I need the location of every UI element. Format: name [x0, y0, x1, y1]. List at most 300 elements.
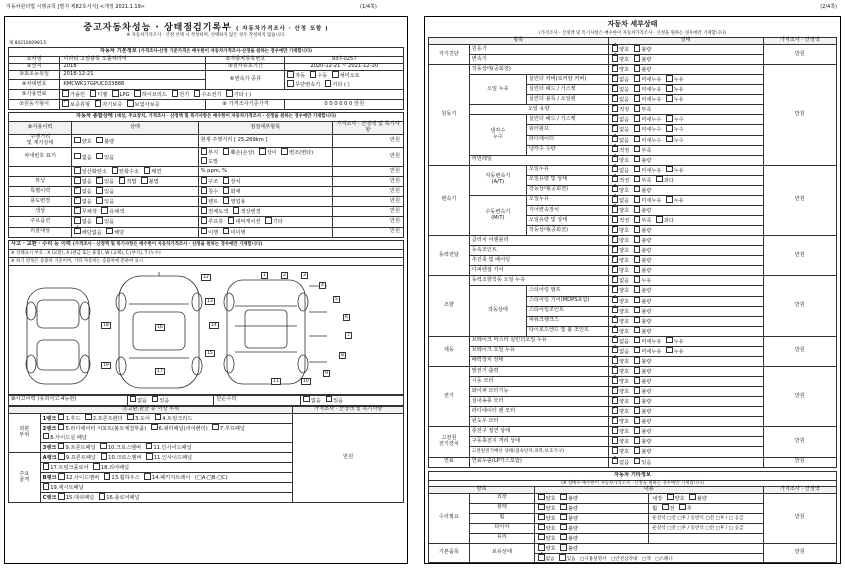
panel-roof[interactable]: 7.루프패널	[212, 424, 245, 433]
opt-bad[interactable]: 불량	[634, 427, 652, 436]
panel-inside-panel[interactable]: 11.인사이드패널	[146, 443, 192, 452]
opt-micro[interactable]: 미세누유	[634, 166, 662, 175]
rankB-items: B랭크 12.사이드멤버 13.휠하우스 14.패키지트레이 (□A·□B·□C)	[40, 473, 293, 483]
opt-bad[interactable]: 불량	[634, 317, 652, 326]
group-brake: 제동	[429, 336, 470, 366]
state-rocker-cover	[608, 75, 763, 85]
opt-micro[interactable]: 미세누유	[634, 95, 662, 104]
opt-vin-none[interactable]: 없음	[74, 153, 92, 162]
opt-insufficient[interactable]: 부족	[634, 216, 652, 225]
opt-none[interactable]: ✔없음	[538, 554, 554, 562]
opt-smoke[interactable]: 매연	[144, 167, 162, 176]
overall-col-4: 가격조사 · 산정액 및 특기사항	[332, 122, 403, 135]
overall-key-1: 차대번호 표기	[9, 148, 72, 167]
sub-mt-oil-leak: 오일누유	[526, 195, 608, 205]
panel-front-fender[interactable]: 2.프론트펜더	[85, 414, 123, 423]
trans-opt-cvt[interactable]: 무단변속기	[287, 80, 320, 89]
overall-key-3: 튜닝	[9, 177, 72, 187]
diagram-num-11: 11	[273, 378, 279, 384]
fuel-opt-diesel[interactable]: 디젤	[90, 90, 108, 99]
fuel-opt-lpg[interactable]: LPG	[112, 90, 130, 99]
diagram-num-8: 8	[341, 352, 344, 358]
frame-front-panel[interactable]: 9.프론트패널	[58, 453, 96, 462]
basic-val-4: 2020-12-21 ~ 2021-12-20	[285, 63, 404, 70]
opt-none[interactable]: ✔ 없음	[612, 337, 630, 346]
panel-quarter[interactable]: 6.쿼터패널(리어펜더)	[151, 424, 208, 433]
sub-gear-shift: 기어변속장치	[526, 205, 608, 215]
opt-usage-none[interactable]: ✔ 없음	[74, 197, 92, 206]
opt-insufficient[interactable]: 부족	[634, 105, 652, 114]
opt-bad[interactable]: 불량	[634, 447, 652, 456]
opt-bad[interactable]: 불량	[560, 544, 578, 553]
opt-yes[interactable]: 있음	[634, 458, 652, 467]
frame-trunk-floor[interactable]: 17.트렁크플로어	[43, 463, 89, 472]
opt-jack[interactable]: □잭	[641, 557, 651, 563]
opt-bad[interactable]: 불량	[560, 514, 578, 523]
opt-micro[interactable]: 미세누유	[634, 85, 662, 94]
opt-mileage-good[interactable]: 양호	[74, 137, 92, 146]
state-at-oil-leak	[608, 165, 763, 175]
opt-good[interactable]: 양호	[612, 447, 630, 456]
etc-exterior-label: 외장	[469, 493, 534, 503]
fuel-opt-hybrid[interactable]: 하이브리드	[134, 90, 167, 99]
opt-adequate[interactable]: ✔ 적정	[612, 176, 630, 185]
opt-bad[interactable]: 불량	[634, 437, 652, 446]
state-coolant-head	[608, 115, 763, 125]
overall-won-2: 만원	[332, 167, 403, 177]
opt-bad[interactable]: 불량	[634, 297, 652, 306]
fuel-label: ⑤사용연료	[9, 90, 60, 100]
etc-glass-label: 유리	[469, 533, 534, 543]
opt-micro[interactable]: 미세누수	[634, 136, 662, 145]
opt-tuning-illegal[interactable]: 불법	[141, 177, 159, 186]
etc-polish-opts	[535, 503, 649, 513]
opt-leak[interactable]: 누유	[666, 95, 684, 104]
sub-coolant-head: 실린더 헤드 / 가스켓	[526, 115, 608, 125]
detail-col-state: 상태	[608, 38, 763, 45]
right-title: 자동차 세부상태	[607, 20, 658, 28]
opt-micro[interactable]: 미세누유	[634, 337, 662, 346]
opt-color-chromatic[interactable]: 유채색	[101, 207, 124, 216]
diagram-num-3: 3	[303, 272, 306, 278]
opt-co[interactable]: 일산화탄소	[74, 167, 107, 176]
opt-history-yes[interactable]: 있음	[96, 187, 114, 196]
opt-front[interactable]: 전	[662, 504, 675, 513]
opt-hc[interactable]: 탄화수소	[112, 167, 140, 176]
opt-good[interactable]: 양호	[538, 544, 556, 553]
accident-legend-2: ※ 하기 항목은 승용차 기준이며, 기타 자동차는 승용차에 준하여 표시	[9, 257, 404, 265]
opt-good[interactable]: ✔ 양호	[612, 387, 630, 396]
opt-good[interactable]: ✔ 양호	[612, 286, 630, 295]
overall-key-7: 주요옵션	[9, 217, 72, 227]
opt-bad[interactable]: 불량	[634, 226, 652, 235]
trans-opt-manual[interactable]: 수동	[310, 71, 328, 80]
opt-options-yes[interactable]: 있음	[96, 217, 114, 226]
overall-won-0: 만원	[332, 135, 403, 148]
opt-good[interactable]: ✔ 양호	[612, 226, 630, 235]
overall-won-8: 만원	[332, 227, 403, 237]
opt-insufficient[interactable]: 부족	[634, 146, 652, 155]
overall-won-7: 만원	[332, 217, 403, 227]
state-at-oil-level	[608, 175, 763, 185]
opt-rear[interactable]: 후	[679, 504, 692, 513]
opt-recall-done[interactable]: 이행	[201, 228, 219, 237]
overall-table	[8, 112, 404, 237]
opt-fire[interactable]: 화재	[223, 187, 241, 196]
opt-good[interactable]: ✔ 양호	[612, 357, 630, 366]
rankC-items: C랭크 15.대쉬패널 16.플로어패널	[40, 493, 293, 503]
item-trans-diag: 변속기	[469, 55, 608, 65]
opt-recall-undone[interactable]: 미이행	[223, 228, 246, 237]
sub-at-idle: 작동상태(공회전)	[526, 185, 608, 195]
panel-trunk-lid[interactable]: 4.트렁크리드	[155, 414, 193, 423]
opt-leak[interactable]: 누유	[666, 85, 684, 94]
sub-coolant-level: 냉각수 수량	[526, 145, 608, 155]
diagram-num-5: 5	[335, 296, 338, 302]
opt-micro[interactable]: 미세누유	[634, 75, 662, 84]
opt-adequate[interactable]: ✔ 적정	[612, 105, 630, 114]
state-steering-pump	[608, 286, 763, 296]
fuel-opt-hydrogen[interactable]: 수소전기	[194, 90, 222, 99]
opt-good[interactable]: 양호	[667, 494, 685, 503]
opt-history-none[interactable]: ✔ 없음	[74, 187, 92, 196]
opt-bad[interactable]: 불량	[634, 417, 652, 426]
opt-leak[interactable]: 누유	[634, 276, 652, 285]
basic-key-5: ③최초등록일	[9, 70, 60, 80]
overall-detail-8	[198, 227, 332, 237]
opt-leak[interactable]: 누수	[666, 136, 684, 145]
opt-micro[interactable]: 미세누유	[634, 347, 662, 356]
opt-recall-na[interactable]: ✔ 해당없음	[74, 228, 102, 237]
opt-bad[interactable]: 불량	[634, 256, 652, 265]
opt-insufficient[interactable]: 부족	[634, 176, 652, 185]
opt-good[interactable]: ✔ 양호	[612, 327, 630, 336]
frame-cross-member[interactable]: 10.크로스멤버	[101, 453, 142, 462]
item-clutch: 클러치 어셈블리	[469, 236, 608, 246]
opt-good[interactable]: ✔ 양호	[612, 367, 630, 376]
opt-good[interactable]: 양호	[538, 514, 556, 523]
etc-interior	[649, 493, 763, 503]
opt-leak[interactable]: 누유	[666, 75, 684, 84]
panel-hood[interactable]: 1.후드	[58, 414, 81, 423]
opt-bad[interactable]: 불량	[634, 387, 652, 396]
won-self-diagnosis: 만원	[763, 44, 836, 64]
item-wiper-motor: 와이퍼 모터기능	[469, 387, 608, 397]
item-blower-motor: 실내송풍 모터	[469, 397, 608, 407]
item-coolant-leak: 냉각수 누수	[469, 115, 526, 155]
opt-bad[interactable]: 불량	[634, 377, 652, 386]
opt-bad[interactable]: 불량	[560, 494, 578, 503]
opt-bad[interactable]: 불량	[560, 504, 578, 513]
opt-navigation[interactable]: 네비게이션	[228, 217, 261, 226]
opt-good[interactable]: 양호	[538, 504, 556, 513]
opt-sunroof[interactable]: 루프류	[201, 217, 224, 226]
opt-good[interactable]: 양호	[538, 534, 556, 543]
opt-good[interactable]: ✔ 양호	[612, 55, 630, 64]
panel-radiator-support[interactable]: 5.라디에이터 서포트(볼트체결부품)	[58, 424, 146, 433]
overall-won-6: 만원	[332, 207, 403, 217]
detail-header-note: (가격조사 · 산정액 및 특기사항은 매수한이 자동차가격조사 · 산정을 원하는 경우에만 기재합니다)	[539, 31, 726, 36]
overall-row-mileage	[9, 135, 404, 148]
opt-good[interactable]: 양호	[538, 524, 556, 533]
item-common-rail: 커먼레일	[469, 155, 608, 165]
opt-bad[interactable]: 불량	[634, 246, 652, 255]
opt-accident-yes[interactable]: 있음	[152, 396, 170, 405]
opt-usage-yes[interactable]: 있음	[96, 197, 114, 206]
opt-rental[interactable]: 렌트	[201, 197, 219, 206]
opt-vin-damage[interactable]: 훼손(손상)	[223, 148, 255, 157]
opt-mileage-bad[interactable]: 불량	[96, 137, 114, 146]
opt-bad[interactable]: 불량	[634, 367, 652, 376]
opt-adequate[interactable]: ✔ 적정	[612, 146, 630, 155]
state-clutch	[608, 236, 763, 246]
opt-bad[interactable]: 불량	[634, 357, 652, 366]
opt-none[interactable]: ✔ 없음	[612, 136, 630, 145]
diagram-num-18: 18	[103, 322, 109, 328]
opt-bad[interactable]: 불량	[634, 45, 652, 54]
exchange-won: 만원	[293, 413, 404, 503]
etc-header: 자동차 기타정보	[614, 471, 651, 478]
overall-won-1: 만원	[332, 148, 403, 167]
state-head-gasket	[608, 85, 763, 95]
opt-none[interactable]: ✔ 없음	[612, 95, 630, 104]
opt-flood[interactable]: 침수	[201, 187, 219, 196]
opt-good[interactable]: 양호	[612, 427, 630, 436]
diagram-num-12: 12	[203, 274, 209, 280]
opt-bad[interactable]: 불량	[560, 524, 578, 533]
item-window-motor: 윈도우 모터	[469, 417, 608, 427]
opt-tuning-yes[interactable]: ✔ 있음	[96, 177, 114, 186]
opt-vin-diff[interactable]: 상이	[259, 148, 277, 157]
detail-col-item: 항목	[429, 38, 609, 45]
state-fuel-leak	[608, 457, 763, 467]
opt-good[interactable]: 양호	[612, 437, 630, 446]
opt-good[interactable]: ✔ 양호	[612, 377, 630, 386]
opt-none[interactable]: ✔ 없음	[612, 458, 630, 467]
opt-adequate[interactable]: 적정	[612, 216, 630, 225]
opt-good[interactable]: ✔ 양호	[612, 65, 630, 74]
opt-bad[interactable]: 불량	[634, 206, 652, 215]
opt-good[interactable]: ✔ 양호	[612, 246, 630, 255]
engine-type-options	[60, 100, 206, 110]
opt-good[interactable]: ✔ 양호	[612, 156, 630, 165]
opt-good[interactable]: ✔ 양호	[612, 407, 630, 416]
opt-triangle[interactable]: □안전삼각대	[610, 557, 638, 563]
opt-none[interactable]: ✔ 없음	[612, 85, 630, 94]
opt-bad[interactable]: 불량	[634, 156, 652, 165]
opt-simple-yes[interactable]: ✔ 있음	[326, 396, 344, 405]
opt-bad[interactable]: 불량	[689, 494, 707, 503]
opt-bad[interactable]: 불량	[634, 397, 652, 406]
trans-opt-auto[interactable]: 자동	[287, 71, 305, 80]
frame-rear-panel[interactable]: 18.리어패널	[93, 463, 129, 472]
accident-header-table	[8, 240, 404, 266]
engine-opt-insurer[interactable]: 보험사보증	[127, 100, 160, 109]
fuel-opt-electric[interactable]: 전기	[172, 90, 190, 99]
state-starter	[608, 377, 763, 387]
opt-good[interactable]: ✔ 양호	[612, 397, 630, 406]
opt-tuning-structure[interactable]: 구조	[201, 177, 219, 186]
item-oil-leak: 오일 누유	[469, 75, 526, 105]
opt-micro[interactable]: 미세누수	[634, 115, 662, 124]
opt-none[interactable]: ✔ 없음	[612, 196, 630, 205]
opt-none[interactable]: ✔ 없음	[612, 166, 630, 175]
opt-accident-none[interactable]: ✔ 없음	[130, 396, 148, 405]
opt-none[interactable]: ✔ 없음	[612, 276, 630, 285]
opt-leak[interactable]: 누수	[666, 125, 684, 134]
opt-good[interactable]: ✔ 양호	[612, 236, 630, 245]
state-block-oilpan	[608, 95, 763, 105]
basic-key-6: ⑥변속기 종류	[206, 70, 285, 89]
price-base-value: 0 0 0 0 0 0 만원	[285, 100, 404, 110]
group-transmission: 변속기	[429, 165, 470, 235]
frame-inside-panel[interactable]: 11.인사이드패널	[146, 453, 192, 462]
state-hv-wiring	[608, 447, 763, 457]
opt-good[interactable]: ✔ 양호	[612, 297, 630, 306]
opt-good[interactable]: ✔ 양호	[612, 317, 630, 326]
rankA-items: A랭크 9.프론트패널 10.크로스멤버 11.인사이드패널	[40, 452, 293, 462]
doc-page-right: (2/4쪽)	[820, 4, 837, 10]
accident-q-opts	[127, 395, 214, 405]
opt-micro[interactable]: 미세누수	[634, 125, 662, 134]
opt-etc[interactable]: 기타	[265, 217, 283, 226]
opt-good[interactable]: ✔ 양호	[612, 186, 630, 195]
frame-side-member[interactable]: 12.사이드멤버	[58, 473, 99, 482]
opt-leak[interactable]: 누유	[666, 196, 684, 205]
opt-vin-yes[interactable]: 있음	[96, 153, 114, 162]
opt-vin-paint[interactable]: 도말	[201, 157, 219, 166]
opt-options-none[interactable]: 없음	[74, 217, 92, 226]
opt-commercial[interactable]: 영업용	[223, 197, 246, 206]
opt-leak[interactable]: 누유	[666, 337, 684, 346]
overall-state-4	[72, 187, 198, 197]
opt-excess[interactable]: 과다	[656, 216, 674, 225]
opt-bad[interactable]: 불량	[634, 65, 652, 74]
opt-none[interactable]: ✔ 없음	[612, 75, 630, 84]
opt-leak[interactable]: 누유	[666, 347, 684, 356]
opt-full-repaint[interactable]: 전체도색	[201, 207, 229, 216]
opt-simple-none[interactable]: 없음	[303, 396, 321, 405]
overall-state-1	[72, 148, 198, 167]
overall-detail-4	[198, 187, 332, 197]
won-brake: 만원	[763, 336, 836, 366]
opt-tuning-device[interactable]: 장치	[223, 177, 241, 186]
basic-key-7: ④차대번호	[9, 80, 60, 90]
opt-good[interactable]: ✔ 양호	[612, 266, 630, 275]
sub-steering-joint: 스티어링조인트	[526, 306, 608, 316]
frame-floor-panel[interactable]: 16.플로어패널	[99, 493, 140, 502]
opt-bad[interactable]: 불량	[634, 407, 652, 416]
fuel-opt-other[interactable]: 기타 ( )	[226, 90, 251, 99]
opt-micro[interactable]: 미세누유	[634, 196, 662, 205]
opt-bad[interactable]: 불량	[634, 307, 652, 316]
state-window-motor	[608, 417, 763, 427]
state-cv-joint	[608, 246, 763, 256]
panel-cross-member[interactable]: 10.크로스멤버	[100, 443, 141, 452]
opt-bad[interactable]: 불량	[634, 327, 652, 336]
overall-won-3: 만원	[332, 177, 403, 187]
diagram-num-16: 16	[157, 324, 163, 330]
state-propeller-shaft	[608, 256, 763, 266]
opt-manual[interactable]: □사용설명서	[579, 557, 607, 563]
opt-vin-corrosion[interactable]: 부식	[201, 148, 219, 157]
opt-bad[interactable]: 불량	[560, 534, 578, 543]
opt-tuning-none[interactable]: 없음	[74, 177, 92, 186]
doc-header-left: 자동차관리법 시행규칙 [별지 제82호서식] <개정 2021.1.19>	[6, 4, 145, 10]
opt-bad[interactable]: 불량	[634, 236, 652, 245]
opt-color-change[interactable]: 색상변경	[233, 207, 261, 216]
item-cv-joint: 등속조인트	[469, 246, 608, 256]
opt-none[interactable]: ✔ 없음	[612, 115, 630, 124]
overall-col-3: 점검세부항목	[198, 122, 332, 135]
opt-spanner[interactable]: □스패너	[655, 557, 673, 563]
opt-none[interactable]: ✔ 없음	[612, 347, 630, 356]
detail-row	[429, 427, 837, 437]
opt-none[interactable]: ✔ 없음	[612, 125, 630, 134]
sub-at-oil-leak: 오일누유	[526, 165, 608, 175]
frame-wheel-house[interactable]: 13.휠하우스	[104, 473, 140, 482]
opt-color-achromatic[interactable]: ✔ 무채색	[74, 207, 97, 216]
panel-side-sill[interactable]: 8.사이드실 패널	[43, 433, 87, 442]
opt-yes[interactable]: 있음	[559, 554, 575, 562]
opt-excess[interactable]: 과다	[656, 176, 674, 185]
opt-bad[interactable]: 불량	[634, 186, 652, 195]
opt-good[interactable]: ✔ 양호	[612, 256, 630, 265]
state-oil-level	[608, 105, 763, 115]
trans-opt-semi[interactable]: 세미오토	[332, 71, 360, 80]
overall-key-2	[9, 167, 72, 177]
overall-key-5: 용도변경	[9, 197, 72, 207]
opt-bad[interactable]: 불량	[634, 266, 652, 275]
fuel-opt-gasoline[interactable]: 가솔린	[62, 90, 85, 99]
panel-front-panel[interactable]: 9.프론트패널	[58, 443, 96, 452]
item-manual-trans: 수동변속기 (M/T)	[469, 195, 526, 235]
etc-tire-detail-1: 운전석 □전 □후 / 동반석 □전 □후 / □ 응급	[649, 513, 763, 523]
panel-door[interactable]: 3.도어	[127, 414, 150, 423]
price-base-label: ⑧ 가격조사기준가격	[206, 100, 285, 110]
frame-dash-panel[interactable]: 15.대쉬패널	[58, 493, 94, 502]
sub-mt-idle: 작동상태(공회전)	[526, 226, 608, 236]
sub-head-gasket: 실린더 헤드 / 가스켓	[526, 85, 608, 95]
engine-opt-self[interactable]: ✔ 자기보증	[95, 100, 123, 109]
state-master-cylinder	[608, 336, 763, 346]
opt-good[interactable]: ✔ 양호	[612, 206, 630, 215]
opt-tuning-legal[interactable]: ✔ 적법	[119, 177, 137, 186]
opt-recall-yes[interactable]: 해당	[106, 228, 124, 237]
opt-leak[interactable]: 누유	[666, 166, 684, 175]
opt-bad[interactable]: 불량	[634, 286, 652, 295]
opt-good[interactable]: ✔ 양호	[612, 45, 630, 54]
overall-detail-0: 현재 주행거리 [ 25,269km ]	[198, 135, 332, 148]
opt-vin-alter[interactable]: 변조(변타)	[281, 148, 313, 157]
right-sheet	[424, 16, 841, 564]
frame-package-tray[interactable]: 14.패키지트레이	[144, 473, 190, 482]
opt-bad[interactable]: 불량	[634, 55, 652, 64]
engine-opt-warranty[interactable]: ✔ 보증류형	[62, 100, 90, 109]
opt-leak[interactable]: 누수	[666, 115, 684, 124]
detail-row	[429, 276, 837, 286]
frame-rear-seat-panel[interactable]: 19.재시트패널	[43, 483, 84, 492]
opt-good[interactable]: ✔ 양호	[612, 307, 630, 316]
opt-good[interactable]: ✔ 양호	[612, 417, 630, 426]
trans-opt-other[interactable]: 기타 ( )	[325, 80, 350, 89]
diagram-num-7: 7	[347, 332, 350, 338]
opt-good[interactable]: 양호	[538, 494, 556, 503]
item-battery-isolation: 구동축전지 격리 상태	[469, 437, 608, 447]
overall-key-8: 리콜대상	[9, 227, 72, 237]
basic-trans-opts	[285, 70, 404, 89]
sub-steering-pump: 스티어링 펌프	[526, 286, 608, 296]
